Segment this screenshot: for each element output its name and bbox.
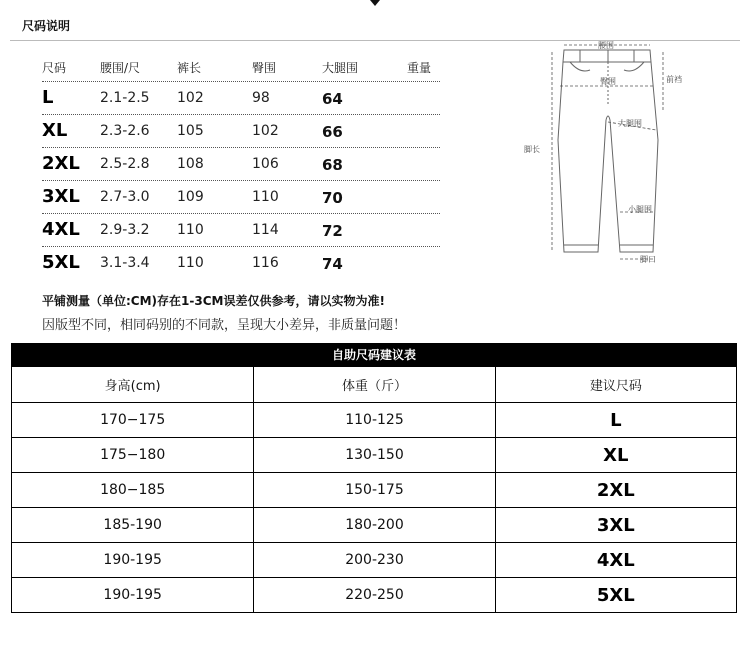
header-waist: 腰围/尺 — [100, 61, 141, 75]
note-variance: 因版型不同，相同码别的不同款，呈现大小差异，非质量问题！ — [42, 318, 407, 333]
header-size: 尺码 — [42, 61, 67, 75]
label-hem: 脚口 — [640, 255, 656, 264]
table-row — [12, 437, 736, 472]
header-weight: 重量 — [407, 61, 432, 75]
section-title: 尺码说明 — [22, 19, 71, 33]
thigh-value: 68 — [322, 156, 343, 174]
suggested-size: 4XL — [495, 543, 736, 577]
note-measurement: 平铺测量（单位:CM)存在1-3CM误差仅供参考，请以实物为准! — [42, 294, 385, 308]
suggestion-header — [12, 367, 736, 402]
hip-value: 102 — [252, 123, 279, 139]
suggested-size: XL — [495, 438, 736, 472]
thigh-value: 74 — [322, 255, 343, 273]
label-thigh: 大腿围 — [618, 119, 642, 128]
suggested-size: 3XL — [495, 508, 736, 542]
waist-value: 2.7-3.0 — [100, 189, 150, 205]
size-label: L — [42, 87, 54, 108]
suggestion-title: 自助尺码建议表 — [12, 344, 736, 367]
label-front-rise: 前裆 — [666, 75, 682, 84]
table-row — [12, 542, 736, 577]
hip-value: 116 — [252, 255, 279, 271]
label-hip: 臀围 — [600, 77, 616, 86]
thigh-value: 72 — [322, 222, 343, 240]
header-length: 裤长 — [177, 61, 202, 75]
size-table — [42, 52, 440, 280]
weight-value: 200-230 — [253, 543, 494, 577]
waist-value: 2.9-3.2 — [100, 222, 150, 238]
waist-value: 3.1-3.4 — [100, 255, 150, 271]
height-value: 170−175 — [100, 412, 166, 428]
table-row — [12, 472, 736, 507]
size-label: 2XL — [42, 153, 80, 174]
waist-value: 2.1-2.5 — [100, 90, 150, 106]
header-thigh: 大腿围 — [322, 61, 359, 75]
height-value: 180−185 — [100, 482, 166, 498]
length-value: 108 — [177, 156, 204, 172]
down-arrow-icon — [370, 0, 380, 6]
length-value: 110 — [177, 222, 204, 238]
length-value: 110 — [177, 255, 204, 271]
weight-value: 130-150 — [253, 438, 494, 472]
header-body-weight: 体重（斤） — [253, 367, 494, 402]
table-row — [42, 181, 440, 214]
label-waist: 腰围 — [598, 41, 614, 50]
pants-outline-icon — [520, 40, 690, 268]
height-value: 185-190 — [103, 517, 162, 533]
thigh-value: 70 — [322, 189, 343, 207]
length-value: 102 — [177, 90, 204, 106]
hip-value: 110 — [252, 189, 279, 205]
waist-value: 2.3-2.6 — [100, 123, 150, 139]
height-value: 175−180 — [100, 447, 166, 463]
pants-measurement-diagram — [520, 40, 690, 268]
size-suggestion-table — [11, 343, 737, 613]
weight-value: 150-175 — [253, 473, 494, 507]
weight-value: 110-125 — [253, 403, 494, 437]
table-row — [12, 577, 736, 612]
length-value: 105 — [177, 123, 204, 139]
height-value: 190-195 — [103, 552, 162, 568]
height-value: 190-195 — [103, 587, 162, 603]
size-label: XL — [42, 120, 68, 141]
label-calf: 小腿围 — [628, 205, 652, 214]
weight-value: 220-250 — [253, 578, 494, 612]
label-inseam: 脚长 — [524, 145, 540, 154]
size-label: 4XL — [42, 219, 80, 240]
header-suggested-size: 建议尺码 — [495, 367, 736, 402]
suggested-size: 5XL — [495, 578, 736, 612]
header-height: 身高(cm) — [104, 379, 161, 394]
suggested-size: L — [495, 403, 736, 437]
table-row — [12, 507, 736, 542]
table-row — [42, 115, 440, 148]
table-row — [42, 82, 440, 115]
hip-value: 114 — [252, 222, 279, 238]
size-table-header — [42, 52, 440, 82]
hip-value: 106 — [252, 156, 279, 172]
table-row — [42, 214, 440, 247]
hip-value: 98 — [252, 90, 270, 106]
size-label: 5XL — [42, 252, 80, 273]
weight-value: 180-200 — [253, 508, 494, 542]
measurement-notes — [42, 292, 406, 333]
thigh-value: 64 — [322, 90, 343, 108]
table-row — [12, 402, 736, 437]
table-row — [42, 247, 440, 280]
size-label: 3XL — [42, 186, 80, 207]
waist-value: 2.5-2.8 — [100, 156, 150, 172]
table-row — [42, 148, 440, 181]
suggested-size: 2XL — [495, 473, 736, 507]
header-hip: 臀围 — [252, 61, 277, 75]
thigh-value: 66 — [322, 123, 343, 141]
length-value: 109 — [177, 189, 204, 205]
